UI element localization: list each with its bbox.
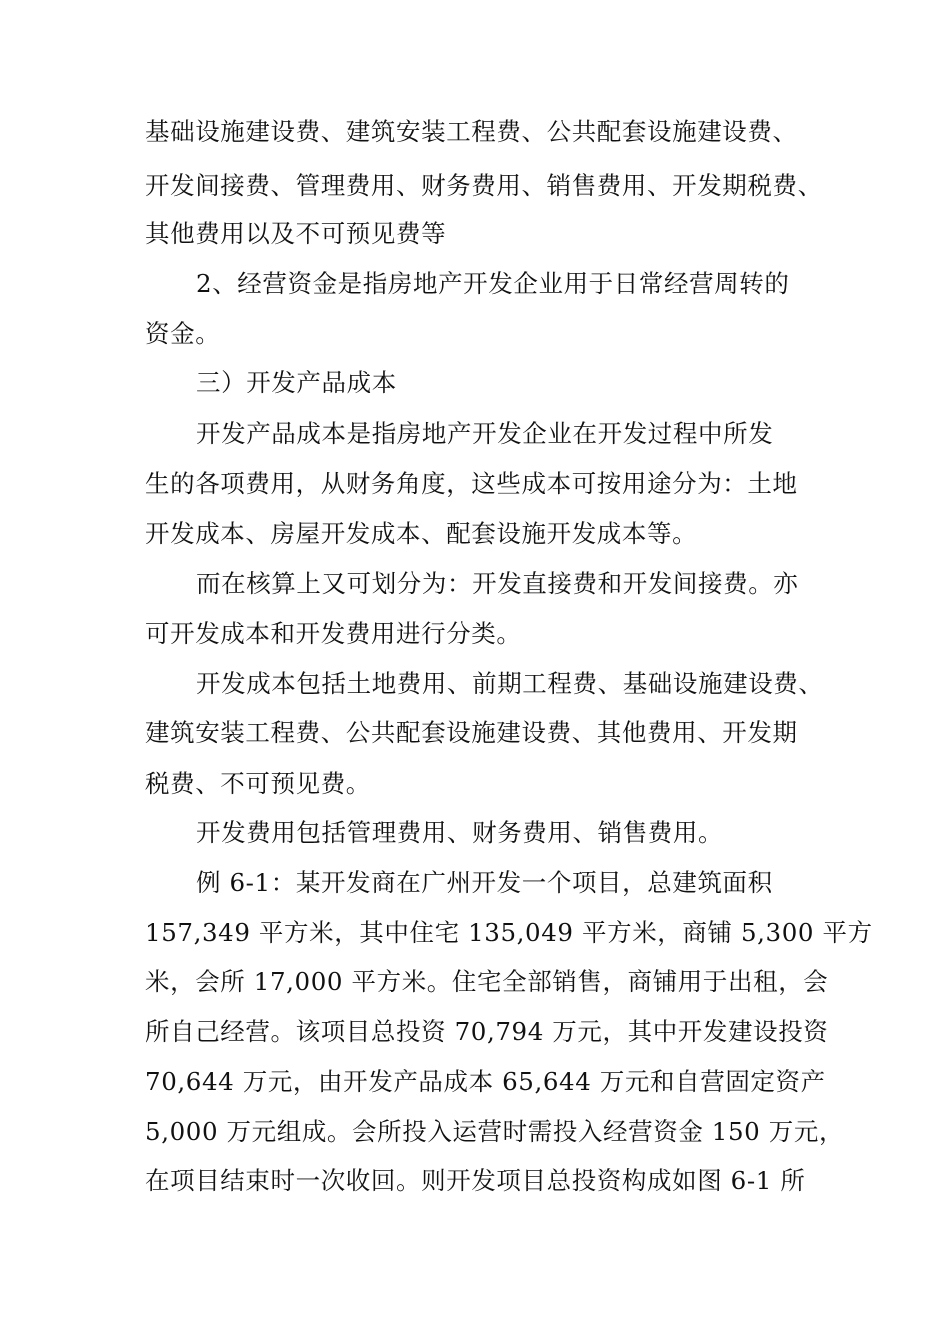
paragraph-start-line: 开发成本包括土地费用、前期工程费、基础设施建设费、: [196, 669, 824, 698]
text-line: 157,349 平方米，其中住宅 135,049 平方米，商铺 5,300 平方: [145, 918, 873, 947]
text-line: 可开发成本和开发费用进行分类。: [145, 619, 522, 648]
text-line: 资金。: [145, 319, 221, 348]
paragraph-start-line: 而在核算上又可划分为：开发直接费和开发间接费。亦: [196, 569, 799, 598]
paragraph-start-line: 开发费用包括管理费用、财务费用、销售费用。: [196, 818, 724, 847]
text-line: 基础设施建设费、建筑安装工程费、公共配套设施建设费、: [145, 117, 798, 146]
text-line: 开发成本、房屋开发成本、配套设施开发成本等。: [145, 519, 698, 548]
text-line: 开发间接费、管理费用、财务费用、销售费用、开发期税费、: [145, 171, 823, 200]
text-line: 其他费用以及不可预见费等: [145, 219, 447, 248]
paragraph-start-line: 2、经营资金是指房地产开发企业用于日常经营周转的: [196, 269, 790, 298]
paragraph-start-line: 开发产品成本是指房地产开发企业在开发过程中所发: [196, 419, 774, 448]
text-line: 建筑安装工程费、公共配套设施建设费、其他费用、开发期: [145, 718, 798, 747]
text-line: 税费、不可预见费。: [145, 769, 371, 798]
text-line: 所自己经营。该项目总投资 70,794 万元，其中开发建设投资: [145, 1017, 829, 1046]
text-line: 在项目结束时一次收回。则开发项目总投资构成如图 6-1 所: [145, 1166, 806, 1195]
text-line: 70,644 万元，由开发产品成本 65,644 万元和自营固定资产: [145, 1067, 826, 1096]
text-line: 5,000 万元组成。会所投入运营时需投入经营资金 150 万元，: [145, 1117, 845, 1146]
text-line: 米，会所 17,000 平方米。住宅全部销售，商铺用于出租，会: [145, 967, 829, 996]
example-start-line: 例 6-1：某开发商在广州开发一个项目，总建筑面积: [196, 868, 773, 897]
section-heading: 三）开发产品成本: [196, 368, 397, 397]
text-line: 生的各项费用，从财务角度，这些成本可按用途分为：土地: [145, 469, 798, 498]
